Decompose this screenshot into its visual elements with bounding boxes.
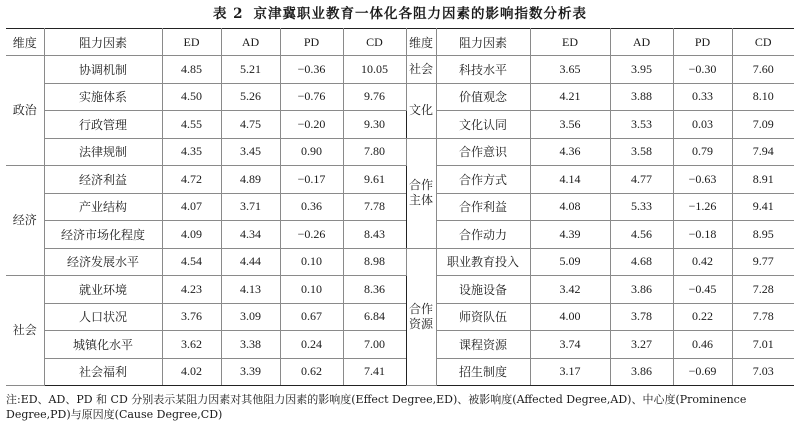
ad-value: 5.21 (221, 56, 280, 84)
factor-cell: 职业教育投入 (436, 248, 530, 276)
factor-cell: 合作动力 (436, 221, 530, 249)
cd-value: 8.98 (343, 248, 406, 276)
cd-value: 7.60 (732, 56, 794, 84)
table-row (6, 111, 794, 139)
pd-value: −1.26 (673, 193, 732, 221)
ad-value: 3.86 (610, 358, 673, 386)
header-ed-right: ED (530, 29, 610, 56)
table-row (6, 56, 794, 84)
pd-value: −0.17 (280, 166, 343, 194)
ad-value: 3.78 (610, 303, 673, 331)
pd-value: 0.36 (280, 193, 343, 221)
pd-value: −0.20 (280, 111, 343, 139)
factor-cell: 法律规制 (44, 138, 162, 166)
ed-value: 3.62 (162, 331, 221, 359)
ad-value: 4.34 (221, 221, 280, 249)
influence-index-table (6, 28, 794, 386)
dimension-label-line: 资源 (408, 316, 433, 331)
cd-value: 8.91 (732, 166, 794, 194)
ed-value: 4.55 (162, 111, 221, 139)
header-ad-right: AD (610, 29, 673, 56)
header-cd-right: CD (732, 29, 794, 56)
factor-cell: 师资队伍 (436, 303, 530, 331)
pd-value: −0.76 (280, 83, 343, 111)
cd-value: 7.78 (343, 193, 406, 221)
pd-value: −0.63 (673, 166, 732, 194)
factor-cell: 招生制度 (436, 358, 530, 386)
table-footnote: 注:ED、AD、PD 和 CD 分别表示某阻力因素对其他阻力因素的影响度(Effect Degree,ED)、被影响度(Affected Degree,AD)、中心度(Prominence Degree,PD)与原因度(Cause Degree,CD) (6, 393, 747, 421)
factor-cell: 协调机制 (44, 56, 162, 84)
factor-cell: 经济利益 (44, 166, 162, 194)
table-row (6, 221, 794, 249)
table-row (6, 331, 794, 359)
pd-value: −0.45 (673, 276, 732, 304)
ed-value: 3.65 (530, 56, 610, 84)
ed-value: 4.23 (162, 276, 221, 304)
pd-value: −0.36 (280, 56, 343, 84)
cd-value: 7.78 (732, 303, 794, 331)
ed-value: 3.76 (162, 303, 221, 331)
pd-value: 0.10 (280, 276, 343, 304)
header-ad: AD (221, 29, 280, 56)
dimension-cell-right: 文化 (406, 83, 436, 138)
factor-cell: 价值观念 (436, 83, 530, 111)
dimension-cell: 经济 (6, 166, 44, 276)
ed-value: 4.50 (162, 83, 221, 111)
table-row (6, 248, 794, 276)
table-number: 表 2 (212, 6, 244, 22)
pd-value: 0.46 (673, 331, 732, 359)
table-row (6, 276, 794, 304)
cd-value: 7.00 (343, 331, 406, 359)
cd-value: 9.76 (343, 83, 406, 111)
cd-value: 9.61 (343, 166, 406, 194)
ed-value: 4.39 (530, 221, 610, 249)
dimension-label-line: 主体 (408, 193, 433, 207)
ad-value: 3.27 (610, 331, 673, 359)
pd-value: 0.42 (673, 248, 732, 276)
factor-cell: 实施体系 (44, 83, 162, 111)
cd-value: 7.80 (343, 138, 406, 166)
factor-cell: 设施设备 (436, 276, 530, 304)
ad-value: 3.58 (610, 138, 673, 166)
dimension-label-line: 合作 (408, 301, 433, 316)
header-row (6, 29, 794, 56)
header-ed: ED (162, 29, 221, 56)
header-pd: PD (280, 29, 343, 56)
table-row (6, 138, 794, 166)
ad-value: 5.26 (221, 83, 280, 111)
ad-value: 3.09 (221, 303, 280, 331)
ad-value: 4.44 (221, 248, 280, 276)
cd-value: 9.41 (732, 193, 794, 221)
cd-value: 8.43 (343, 221, 406, 249)
factor-cell: 就业环境 (44, 276, 162, 304)
cd-value: 9.77 (732, 248, 794, 276)
ad-value: 3.38 (221, 331, 280, 359)
pd-value: 0.10 (280, 248, 343, 276)
ed-value: 4.21 (530, 83, 610, 111)
table-row (6, 193, 794, 221)
factor-cell: 合作意识 (436, 138, 530, 166)
table-title: 京津冀职业教育一体化各阻力因素的影响指数分析表 (253, 6, 588, 22)
pd-value: 0.62 (280, 358, 343, 386)
ed-value: 4.00 (530, 303, 610, 331)
factor-cell: 合作利益 (436, 193, 530, 221)
dimension-cell: 政治 (6, 56, 44, 166)
pd-value: 0.67 (280, 303, 343, 331)
factor-cell: 科技水平 (436, 56, 530, 84)
ad-value: 3.45 (221, 138, 280, 166)
pd-value: 0.90 (280, 138, 343, 166)
ed-value: 3.42 (530, 276, 610, 304)
ed-value: 4.54 (162, 248, 221, 276)
header-factor-right: 阻力因素 (436, 29, 530, 56)
ad-value: 3.53 (610, 111, 673, 139)
cd-value: 7.41 (343, 358, 406, 386)
ad-value: 3.88 (610, 83, 673, 111)
ad-value: 4.56 (610, 221, 673, 249)
header-factor: 阻力因素 (44, 29, 162, 56)
pd-value: 0.33 (673, 83, 732, 111)
pd-value: −0.30 (673, 56, 732, 84)
ed-value: 4.36 (530, 138, 610, 166)
ad-value: 4.75 (221, 111, 280, 139)
cd-value: 7.03 (732, 358, 794, 386)
factor-cell: 文化认同 (436, 111, 530, 139)
ed-value: 4.72 (162, 166, 221, 194)
ed-value: 5.09 (530, 248, 610, 276)
cd-value: 7.01 (732, 331, 794, 359)
pd-value: −0.26 (280, 221, 343, 249)
cd-value: 10.05 (343, 56, 406, 84)
ad-value: 5.33 (610, 193, 673, 221)
table-row (6, 303, 794, 331)
ad-value: 3.95 (610, 56, 673, 84)
table-caption (6, 0, 794, 28)
dimension-cell-right (406, 138, 436, 248)
header-dimension-right: 维度 (406, 29, 436, 56)
ed-value: 4.02 (162, 358, 221, 386)
ad-value: 3.71 (221, 193, 280, 221)
cd-value: 7.28 (732, 276, 794, 304)
ed-value: 4.09 (162, 221, 221, 249)
ed-value: 3.74 (530, 331, 610, 359)
factor-cell: 人口状况 (44, 303, 162, 331)
cd-value: 8.10 (732, 83, 794, 111)
factor-cell: 经济发展水平 (44, 248, 162, 276)
factor-cell: 课程资源 (436, 331, 530, 359)
ad-value: 3.39 (221, 358, 280, 386)
cd-value: 8.95 (732, 221, 794, 249)
ed-value: 4.85 (162, 56, 221, 84)
ad-value: 4.77 (610, 166, 673, 194)
cd-value: 8.36 (343, 276, 406, 304)
ed-value: 4.35 (162, 138, 221, 166)
factor-cell: 行政管理 (44, 111, 162, 139)
dimension-cell-right: 社会 (406, 56, 436, 84)
header-pd-right: PD (673, 29, 732, 56)
header-dimension: 维度 (6, 29, 44, 56)
ed-value: 4.07 (162, 193, 221, 221)
cd-value: 9.30 (343, 111, 406, 139)
ed-value: 4.14 (530, 166, 610, 194)
table-row (6, 166, 794, 194)
dimension-cell-right (406, 248, 436, 386)
ad-value: 4.89 (221, 166, 280, 194)
ed-value: 3.56 (530, 111, 610, 139)
ad-value: 3.86 (610, 276, 673, 304)
dimension-label-line: 合作 (408, 178, 433, 192)
header-cd: CD (343, 29, 406, 56)
pd-value: 0.24 (280, 331, 343, 359)
cd-value: 7.09 (732, 111, 794, 139)
cd-value: 7.94 (732, 138, 794, 166)
factor-cell: 产业结构 (44, 193, 162, 221)
ed-value: 3.17 (530, 358, 610, 386)
ad-value: 4.68 (610, 248, 673, 276)
ed-value: 4.08 (530, 193, 610, 221)
table-body (6, 29, 794, 386)
pd-value: −0.69 (673, 358, 732, 386)
dimension-cell: 社会 (6, 276, 44, 386)
ad-value: 4.13 (221, 276, 280, 304)
pd-value: 0.79 (673, 138, 732, 166)
factor-cell: 社会福利 (44, 358, 162, 386)
table-row (6, 83, 794, 111)
pd-value: 0.22 (673, 303, 732, 331)
factor-cell: 合作方式 (436, 166, 530, 194)
table-row (6, 358, 794, 386)
cd-value: 6.84 (343, 303, 406, 331)
pd-value: −0.18 (673, 221, 732, 249)
pd-value: 0.03 (673, 111, 732, 139)
factor-cell: 经济市场化程度 (44, 221, 162, 249)
factor-cell: 城镇化水平 (44, 331, 162, 359)
